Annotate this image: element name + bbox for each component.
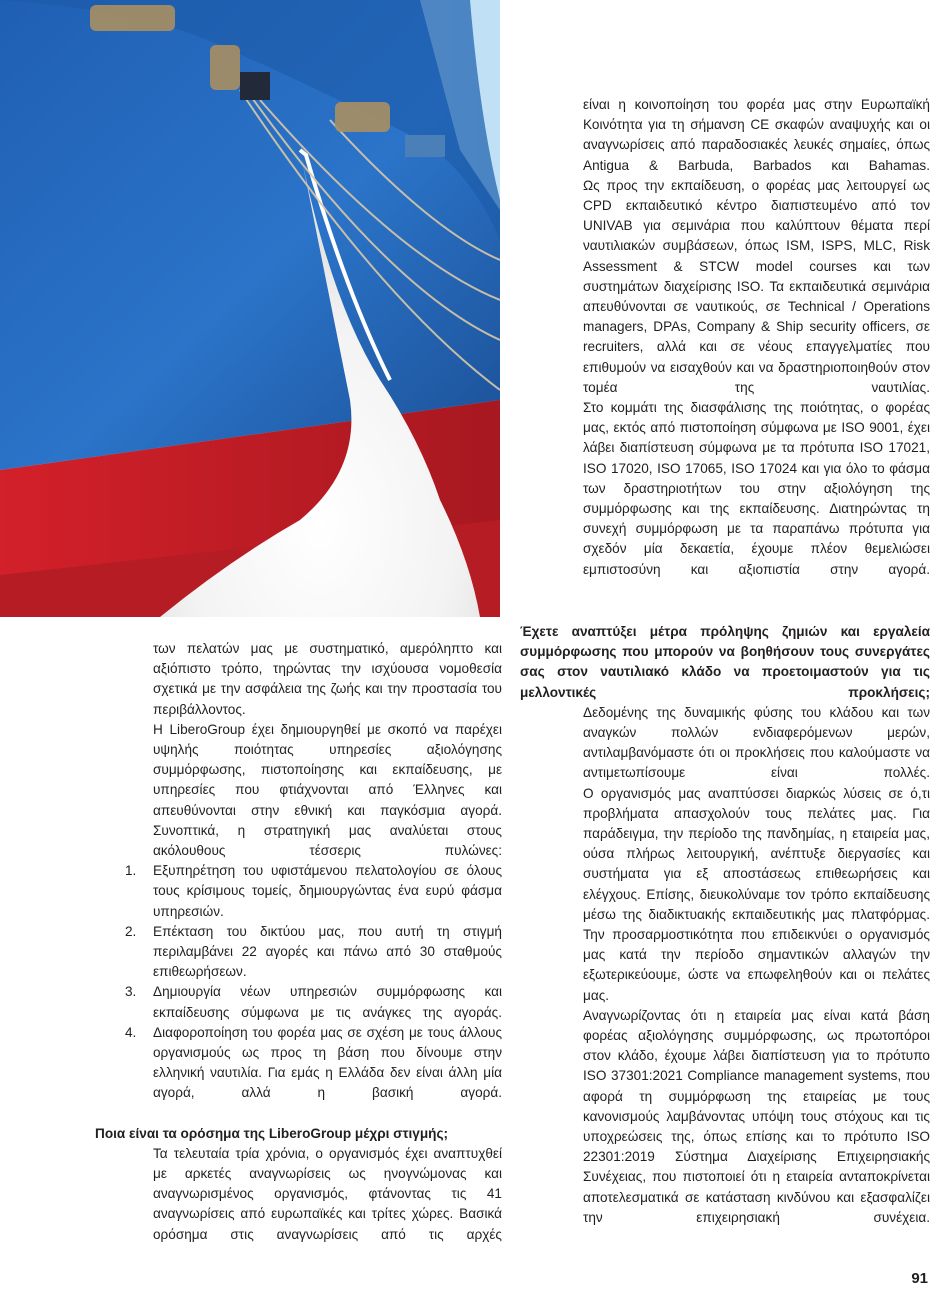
pillars-list: [95, 861, 502, 1103]
list-number: 3.: [125, 984, 137, 1000]
list-number: 4.: [125, 1024, 137, 1040]
right-column-top: [583, 95, 930, 580]
list-item: [95, 861, 502, 922]
paragraph: Δεδομένης της δυναμικής φύσης του κλάδου και των αναγκών πολλών ενδιαφερόμενων μερών, αντιλαμβανόμαστε ότι οι προκλήσεις που καλούμαστε να αντιμετωπίσουμε είναι πολλές.: [583, 704, 930, 781]
list-item: [95, 1023, 502, 1104]
list-text: Εξυπηρέτηση του υφιστάμενου πελατολογίου σε όλους τους κρίσιμους τομείς, δημιουργώντας ένα ευρύ φάσμα υπηρεσιών.: [153, 863, 502, 919]
paragraph: Συνοπτικά, η στρατηγική μας αναλύεται στους ακόλουθους τέσσερις πυλώνες:: [153, 822, 502, 859]
list-number: 2.: [125, 923, 137, 939]
section-question: Ποια είναι τα ορόσημα της LiberoGroup μέχρι στιγμής;: [95, 1125, 449, 1141]
left-column-bottom: [95, 639, 502, 1245]
ship-bow-illustration: [0, 0, 500, 617]
paragraph: Ο οργανισμός μας αναπτύσσει διαρκώς λύσεις σε ό,τι προβλήματα απασχολούν τους πελάτες μας. Για παράδειγμα, την περίοδο της πανδημίας, η εταιρεία μας, ούσα πλήρως λειτουργική, ανέπτυξε διεργασίες και συστήματα για εξ αποστάσεως επιθεωρήσεις και ελέγχους. Επίσης, διευκολύναμε τον τρόπο εκπαίδευσης μέσω της διαδικτυακής εκπαιδευτικής μας πλατφόρμας.: [583, 785, 930, 922]
paragraph: Ως προς την εκπαίδευση, ο φορέας μας λειτουργεί ως CPD εκπαιδευτικό κέντρο διαπιστευμένο από τον UNIVAB για σεμινάρια που καλύπτουν θέματα περί ναυτιλιακών συμβάσεων, όπως ISM, ISPS, MLC, Risk Assessment & STCW model courses και των συστημάτων διαχείρισης ISO. Τα εκπαιδευτικά σεμινάρια απευθύνονται σε ναυτικούς, σε Technical / Operations managers, DPAs, Company & Ship security officers, σε recruiters, αλλά και σε νέους επαγγελματίες που επιθυμούν να εισαχθούν και να δραστηριοποιηθούν στον τομέα της ναυτιλίας.: [583, 177, 930, 395]
paragraph: είναι η κοινοποίηση του φορέα μας στην Ευρωπαϊκή Κοινότητα για τη σήμανση CE σκαφών αναψυχής και οι αναγνωρίσεις από παραδοσιακές λευκές σημαίες, όπως Antigua & Barbuda, Barbados και Bahamas.: [583, 97, 930, 173]
list-item: [95, 982, 502, 1022]
list-text: Διαφοροποίηση του φορέα μας σε σχέση με τους άλλους οργανισμούς ως προς τη βάση που δίνουμε στην ελληνική ναυτιλία. Για εμάς η Ελλάδα δεν είναι άλλη μία αγορά, αλλά η βασική αγορά.: [153, 1024, 502, 1101]
list-number: 1.: [125, 863, 137, 879]
paragraph: Την προσαρμοστικότητα που επιδεικνύει ο οργανισμός μας κατά την περίοδο σημαντικών αλλαγών την εξωτερικεύουμε, ώστε να επωφεληθούν και οι πελάτες μας.: [583, 927, 930, 1003]
list-item: [95, 922, 502, 983]
paragraph: Στο κομμάτι της διασφάλισης της ποιότητας, ο φορέας μας, εκτός από πιστοποίηση σύμφωνα με ISO 9001, έχει λάβει διαπίστευση σύμφωνα με τα πρότυπα ISO 17021, ISO 17020, ISO 17065, ISO 17024 και για όλο το φάσμα των δραστηριοτήτων του στην αξιολόγηση της συμμόρφωσης και της εκπαίδευσης. Διατηρώντας τη συνεχή συμμόρφωση με τα παραπάνω πρότυπα για σχεδόν μία δεκαετία, έχουμε πλέον θεμελιώσει εμπιστοσύνη και αξιοπιστία στην αγορά.: [583, 400, 930, 577]
right-column-bottom: [520, 622, 930, 1228]
page-number: 91: [911, 1270, 928, 1287]
paragraph: Τα τελευταία τρία χρόνια, ο οργανισμός έχει αναπτυχθεί με αρκετές αναγνωρίσεις ως ηνογνώμονας και αναγνωρισμένος οργανισμός, φτάνοντας τις 41 αναγνωρίσεις από ευρωπαϊκές και τρίτες χώρες. Βασικά ορόσημα στις αναγνωρίσεις από τις αρχές: [153, 1145, 502, 1242]
ship-bow-photo: [0, 0, 500, 617]
paragraph: Αναγνωρίζοντας ότι η εταιρεία μας είναι κατά βάση φορέας αξιολόγησης συμμόρφωσης, ως πρωτοπόροι στον κλάδο, έχουμε λάβει διαπίστευση για το πρότυπο ISO 37301:2021 Compliance management systems, που αφορά τη συμμόρφωση της εταιρείας με τους κανονισμούς λαμβάνοντας υπόψη τους στόχους και τις υποχρεώσεις της, όπως επίσης και το πρότυπο ISO 22301:2019 Σύστημα Διαχείρισης Επιχειρησιακής Συνέχειας, που πιστοποιεί ότι η εταιρεία ανταποκρίνεται αποτελεσματικά σε κατάσταση κινδύνου και εξασφαλίζει την επιχειρησιακή συνέχεια.: [583, 1007, 930, 1225]
list-text: Δημιουργία νέων υπηρεσιών συμμόρφωσης και εκπαίδευσης σύμφωνα με τις ανάγκες της αγοράς.: [153, 984, 502, 1020]
paragraph: Η LiberoGroup έχει δημιουργηθεί με σκοπό να παρέχει υψηλής ποιότητας υπηρεσίες αξιολόγησης συμμόρφωσης, πιστοποίησης και εκπαίδευσης, με υπηρεσίες που φτιάχνονται από Έλληνες και απευθύνονται στην εθνική και παγκόσμια αγορά.: [153, 721, 502, 818]
paragraph: των πελατών μας με συστηματικό, αμερόληπτο και αξιόπιστο τρόπο, τηρώντας την ισχύουσα νομοθεσία σχετικά με την ασφάλεια της ζωής και την προστασία του περιβάλλοντος.: [153, 641, 502, 717]
list-text: Επέκταση του δικτύου μας, που αυτή τη στιγμή περιλαμβάνει 22 αγορές και πάνω από 30 σταθμούς επιθεωρήσεων.: [153, 923, 502, 980]
section-question: Έχετε αναπτύξει μέτρα πρόληψης ζημιών και εργαλεία συμμόρφωσης που μπορούν να βοηθήσουν τους συνεργάτες σας στον ναυτιλιακό κλάδο να προετοιμαστούν για τις μελλοντικές προκλήσεις;: [520, 624, 930, 700]
